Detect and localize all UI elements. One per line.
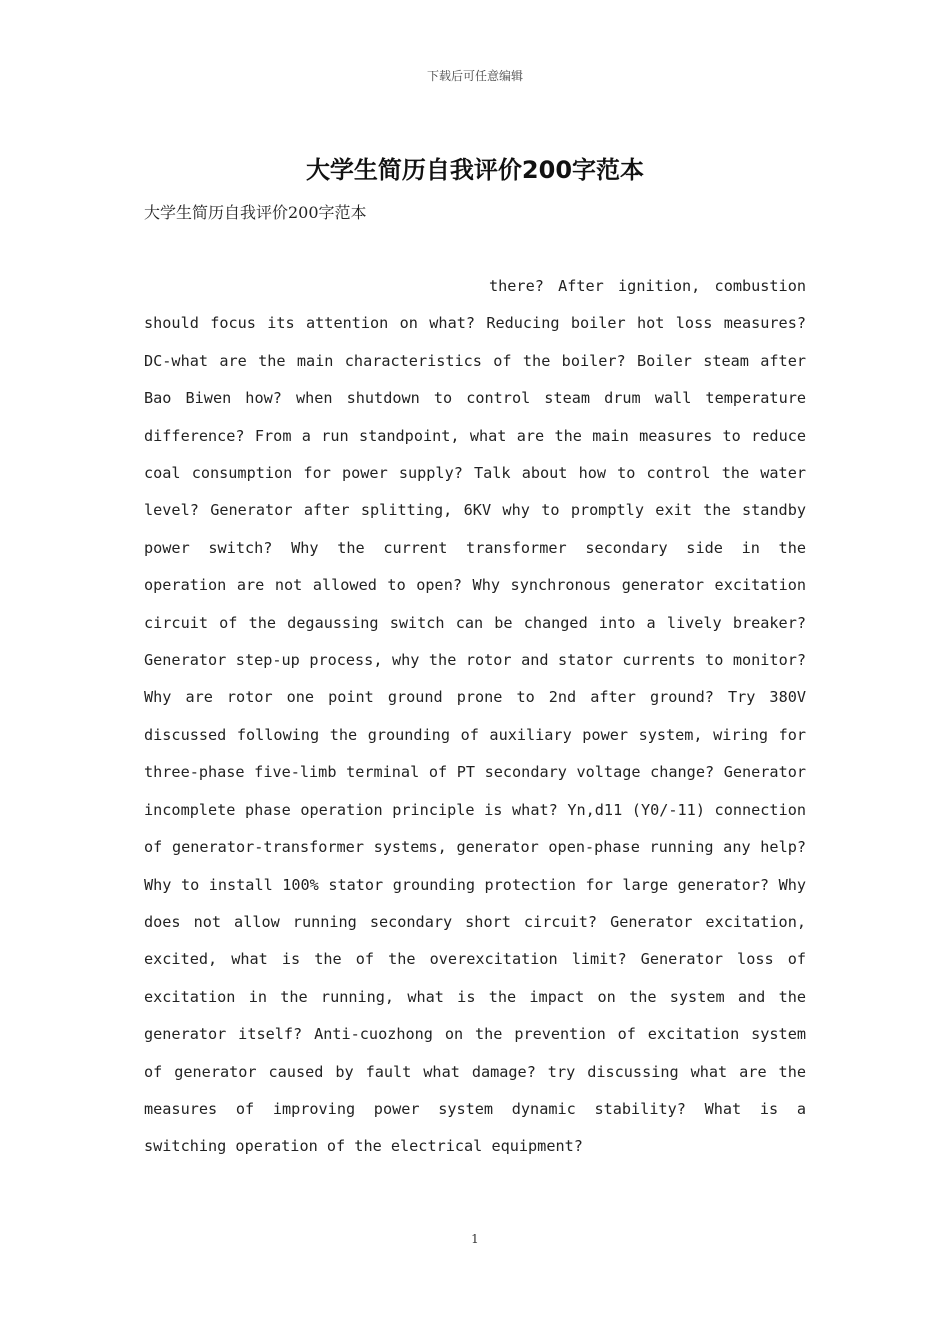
document-subtitle: 大学生简历自我评价200字范本 (144, 203, 367, 222)
page-number: 1 (471, 1232, 479, 1246)
body-text: there? After ignition, combustion should focus its attention on what? Reducing boiler hot loss measures? DC-what are the main characteristics of the boiler? Boiler steam after Bao Biwen how? when shutdown to control steam drum wall temperature difference? From a run standpoint, what are the main measures to reduce coal consumption for power supply? Talk about how to control the water level? Generator after splitting, 6KV why to promptly exit the standby power switch? Why the current transformer secondary side in the operation are not allowed to open? Why synchronous generator excitation circuit of the degaussing switch can be changed into a lively breaker? Generator step-up process, why the rotor and stator currents to monitor? Why are rotor one point ground prone to 2nd after ground? Try 380V discussed following the grounding of auxiliary power system, wiring for three-phase five-limb terminal of PT secondary voltage change? Generator incomplete phase operation principle is what? Yn,d11 (Y0/-11) connection of generator-transformer systems, generator open-phase running any help? Why to install 100% stator grounding protection for large generator? Why does not allow running secondary short circuit? Generator excitation, excited, what is the of the overexcitation limit? Generator loss of excitation in the running, what is the impact on the system and the generator itself? Anti-cuozhong on the prevention of excitation system of generator caused by fault what damage? try discussing what are the measures of improving power system dynamic stability? What is a switching operation of the electrical equipment? (144, 277, 806, 1156)
body-paragraph (144, 268, 806, 1166)
document-title: 大学生简历自我评价200字范本 (305, 156, 645, 184)
header-note: 下载后可任意编辑 (426, 69, 523, 83)
